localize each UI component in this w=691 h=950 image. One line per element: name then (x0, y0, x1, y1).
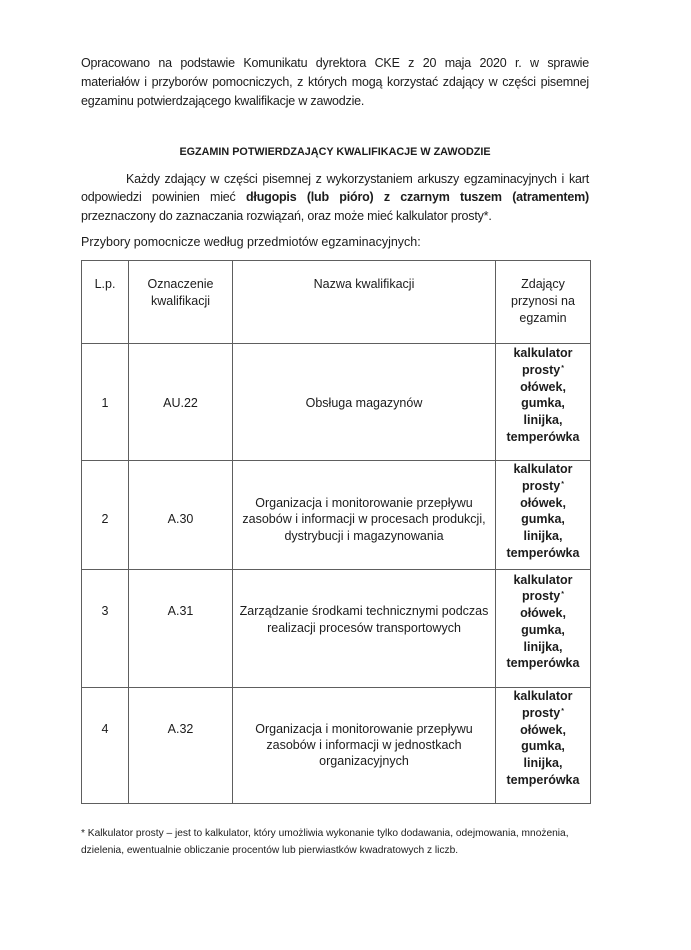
intro-line: materiałów i przyborów pomocniczych, z których mogą korzystać zdający w części pisemnej (81, 74, 589, 89)
brings-item: ołówek, (520, 495, 566, 510)
brings-item: temperówka (506, 772, 580, 787)
brings-item: linijka, (523, 639, 563, 654)
cell-lp: 3 (82, 570, 129, 687)
table-row (82, 570, 590, 688)
header-name (233, 261, 496, 343)
brings-item: kalkulator (513, 346, 573, 360)
table-header-row (82, 261, 590, 344)
cell-lp: 2 (82, 461, 129, 569)
brings-item: ołówek, (520, 606, 566, 621)
footnote-line: * Kalkulator prosty – jest to kalkulator, który umożliwia wykonanie tylko dodawania, odejmowania, mnożenia, (81, 827, 569, 839)
cell-name-line: organizacyjnych (319, 753, 409, 768)
brings-item-text: prosty (522, 705, 561, 720)
cell-name-line: zasobów i informacji w jednostkach (266, 737, 462, 752)
intro-line: egzaminu potwierdzającego kwalifikacje w zawodzie. (81, 93, 365, 108)
table-row (82, 344, 590, 461)
requirement-text: odpowiedzi powinien mieć (81, 190, 246, 204)
footnote-mark: * (561, 591, 564, 599)
brings-item: gumka, (521, 512, 565, 527)
section-title: EGZAMIN POTWIERDZAJĄCY KWALIFIKACJE W ZAWODZIE (179, 146, 491, 158)
cell-name-line: Organizacja i monitorowanie przepływu (255, 721, 473, 736)
qualifications-table (81, 260, 591, 804)
footnote-mark: * (561, 480, 564, 488)
brings-item: kalkulator (513, 572, 573, 587)
cell-code: AU.22 (129, 344, 233, 460)
brings-item (496, 478, 590, 495)
brings-item: kalkulator (513, 689, 573, 703)
cell-name (233, 570, 496, 687)
cell-brings (496, 688, 590, 803)
cell-name-line: Organizacja i monitorowanie przepływu (255, 495, 473, 510)
brings-item: kalkulator (513, 462, 573, 476)
header-brings (496, 261, 590, 343)
cell-brings (496, 570, 590, 687)
footnote-line: dzielenia, ewentualnie obliczanie procentów lub pierwiastków kwadratowych z liczb. (81, 844, 459, 856)
brings-item (496, 705, 590, 722)
footnote-mark: * (561, 707, 564, 715)
cell-code: A.31 (129, 570, 233, 687)
table-intro: Przybory pomocnicze według przedmiotów egzaminacyjnych: (81, 234, 421, 249)
cell-code: A.30 (129, 461, 233, 569)
cell-name (233, 344, 496, 460)
cell-name-line: realizacji procesów transportowych (267, 620, 461, 635)
cell-name (233, 688, 496, 803)
header-code (129, 261, 233, 343)
intro-line: Opracowano na podstawie Komunikatu dyrektora CKE z 20 maja 2020 r. w sprawie (81, 55, 589, 70)
requirement-line (81, 188, 589, 207)
brings-item: linijka, (523, 529, 563, 544)
requirement-line: przeznaczony do zaznaczania rozwiązań, oraz może mieć kalkulator prosty*. (81, 208, 492, 223)
requirement-paragraph (81, 170, 589, 226)
cell-brings (496, 344, 590, 460)
brings-item: temperówka (506, 656, 580, 671)
brings-item-text: prosty (522, 589, 561, 604)
cell-name (233, 461, 496, 569)
brings-item: linijka, (523, 756, 563, 771)
intro-paragraph (81, 54, 589, 111)
cell-name-line: dystrybucji i magazynowania (284, 528, 444, 543)
brings-item: temperówka (506, 429, 580, 444)
cell-name-line: Obsługa magazynów (305, 395, 423, 410)
brings-item: temperówka (506, 545, 580, 560)
header-brings-line: Zdający (521, 276, 565, 291)
table-row (82, 688, 590, 804)
cell-brings (496, 461, 590, 569)
cell-lp: 4 (82, 688, 129, 803)
header-code-line: Oznaczenie (147, 276, 214, 291)
requirement-line: Każdy zdający w części pisemnej z wykorzystaniem arkuszy egzaminacyjnych i kart (126, 171, 589, 186)
requirement-bold-text: długopis (lub pióro) z czarnym tuszem (atramentem) (245, 190, 589, 204)
brings-item-text: prosty (522, 478, 561, 493)
brings-item: gumka, (521, 739, 565, 754)
header-brings-line: egzamin (519, 310, 567, 325)
header-code-line: kwalifikacji (150, 293, 211, 308)
brings-item: ołówek, (520, 722, 566, 737)
header-brings-line: przynosi na (511, 293, 575, 308)
cell-code: A.32 (129, 688, 233, 803)
brings-item (496, 362, 590, 379)
brings-item (496, 588, 590, 605)
cell-name-line: Zarządzanie środkami technicznymi podczas (239, 604, 489, 618)
cell-lp: 1 (82, 344, 129, 460)
header-lp-text: L.p. (94, 276, 116, 291)
table-row (82, 461, 590, 570)
footnote-mark: * (561, 364, 564, 372)
brings-item: linijka, (523, 413, 563, 428)
brings-item: gumka, (521, 622, 565, 637)
brings-item-text: prosty (522, 362, 561, 377)
header-name-text: Nazwa kwalifikacji (313, 276, 415, 291)
brings-item: ołówek, (520, 379, 566, 394)
brings-item: gumka, (521, 396, 565, 411)
footnote (81, 825, 589, 859)
header-lp (82, 261, 129, 343)
cell-name-line: zasobów i informacji w procesach produkcji, (242, 512, 486, 526)
